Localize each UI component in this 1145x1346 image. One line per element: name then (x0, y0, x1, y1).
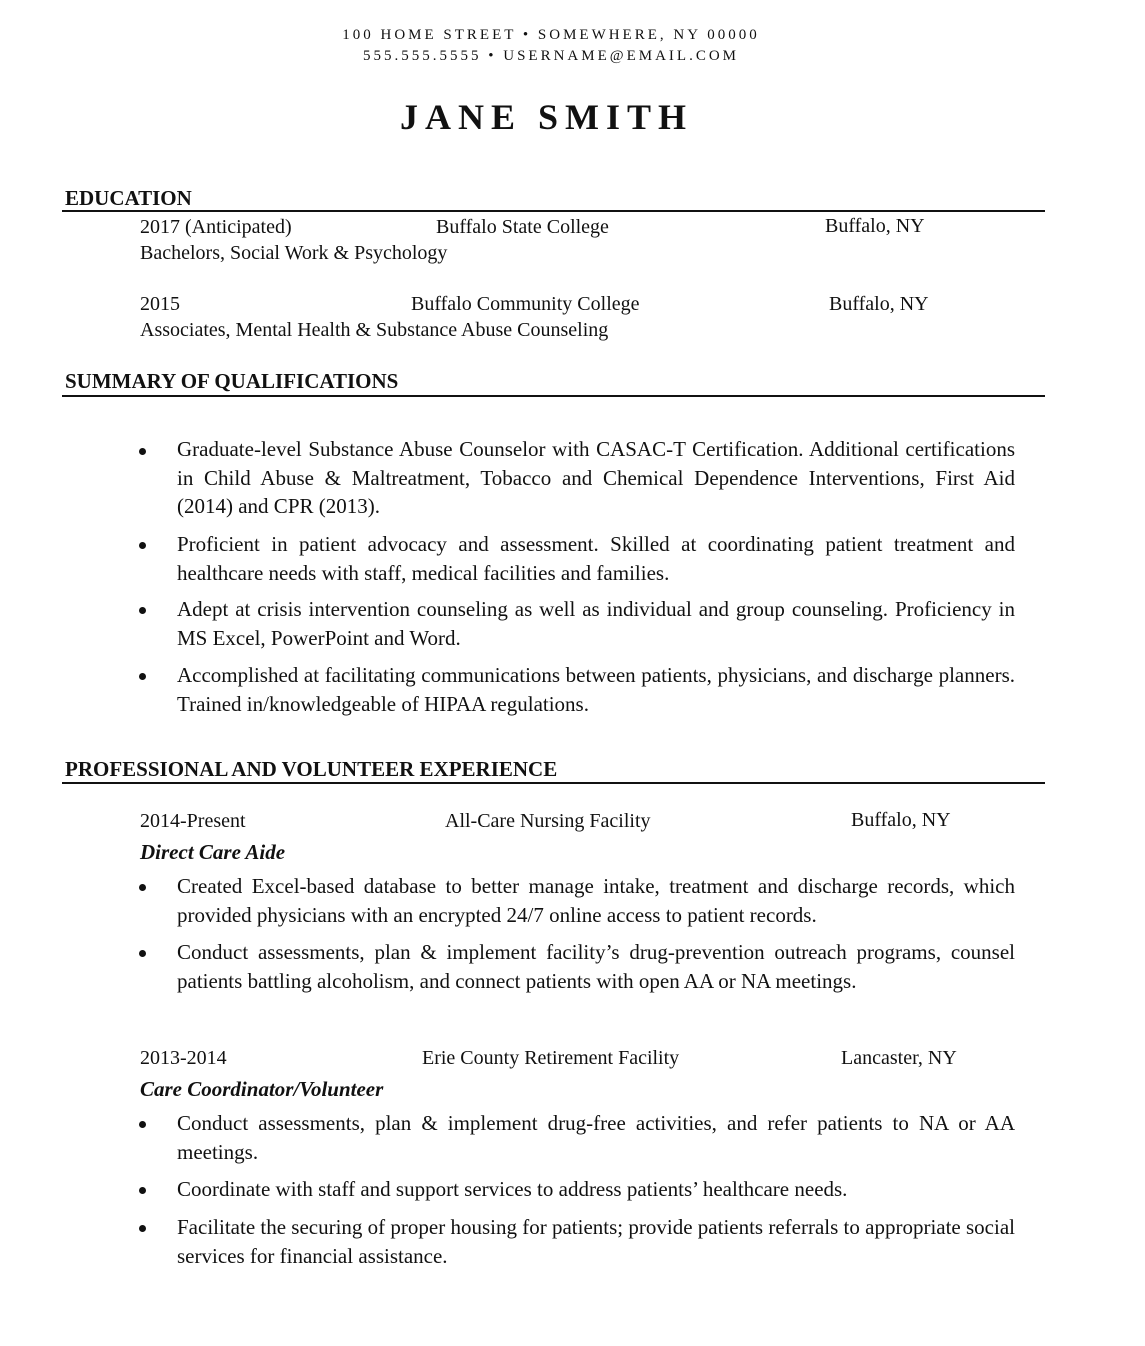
candidate-name: JANE SMITH (399, 97, 694, 137)
education-2-school: Buffalo Community College (411, 293, 640, 315)
summary-bullet-3: Adept at crisis intervention counseling as well as individual and group counseling. Proficiency in MS Excel, PowerPoint and Word. (177, 597, 1015, 650)
summary-bullet-4: Accomplished at facilitating communications between patients, physicians, and discharge planners. Trained in/knowledgeable of HIPAA regulations. (177, 663, 1015, 716)
job-2-location: Lancaster, NY (841, 1047, 957, 1069)
experience-rule (62, 782, 1045, 784)
address-line: 100 HOME STREET • SOMEWHERE, NY 00000 (342, 27, 760, 43)
job-2-bullet-2: Coordinate with staff and support services to address patients’ healthcare needs. (177, 1177, 848, 1201)
education-1-location: Buffalo, NY (825, 215, 925, 237)
summary-bullet-1: Graduate-level Substance Abuse Counselor with CASAC-T Certification. Additional certifications in Child Abuse & Maltreatment, Tobacco and Chemical Dependence Interventions, First Aid (2014) and CPR (2013). (177, 437, 1015, 518)
job-1-location: Buffalo, NY (851, 809, 951, 831)
summary-heading: SUMMARY OF QUALIFICATIONS (65, 369, 399, 393)
job-2-dates: 2013-2014 (140, 1047, 227, 1069)
bullet-icon (139, 542, 146, 549)
job-1-dates: 2014-Present (140, 810, 246, 832)
job-1-title: Direct Care Aide (140, 840, 286, 864)
job-1-employer: All-Care Nursing Facility (445, 810, 651, 832)
education-heading: EDUCATION (65, 186, 192, 210)
job-2-title: Care Coordinator/Volunteer (140, 1077, 384, 1101)
bullet-icon (139, 1187, 146, 1194)
job-1-bullet-1: Created Excel-based database to better manage intake, treatment and discharge records, which provided physicians with an encrypted 24/7 online access to patient records. (177, 874, 1015, 927)
education-2-location: Buffalo, NY (829, 293, 929, 315)
bullet-icon (139, 1225, 146, 1232)
bullet-icon (139, 1121, 146, 1128)
education-2-date: 2015 (140, 293, 180, 315)
bullet-icon (139, 673, 146, 680)
job-2-bullet-3: Facilitate the securing of proper housing for patients; provide patients referrals to appropriate social services for financial assistance. (177, 1215, 1015, 1268)
job-1-bullet-2: Conduct assessments, plan & implement facility’s drug-prevention outreach programs, counsel patients battling alcoholism, and connect patients with open AA or NA meetings. (177, 940, 1015, 993)
education-2-degree: Associates, Mental Health & Substance Abuse Counseling (140, 319, 609, 341)
bullet-icon (139, 448, 146, 455)
summary-bullet-2: Proficient in patient advocacy and assessment. Skilled at coordinating patient treatment and healthcare needs with staff, medical facilities and families. (177, 532, 1015, 585)
bullet-icon (139, 950, 146, 957)
education-1-degree: Bachelors, Social Work & Psychology (140, 242, 448, 264)
job-2-employer: Erie County Retirement Facility (422, 1047, 680, 1069)
job-2-bullet-1: Conduct assessments, plan & implement drug-free activities, and refer patients to NA or AA meetings. (177, 1111, 1015, 1164)
education-1-school: Buffalo State College (436, 216, 609, 238)
education-rule (62, 210, 1045, 212)
experience-heading: PROFESSIONAL AND VOLUNTEER EXPERIENCE (65, 757, 558, 781)
bullet-icon (139, 607, 146, 614)
bullet-icon (139, 884, 146, 891)
education-1-date: 2017 (Anticipated) (140, 216, 292, 238)
summary-rule (62, 395, 1045, 397)
phone-email-line: 555.555.5555 • USERNAME@EMAIL.COM (363, 48, 739, 64)
